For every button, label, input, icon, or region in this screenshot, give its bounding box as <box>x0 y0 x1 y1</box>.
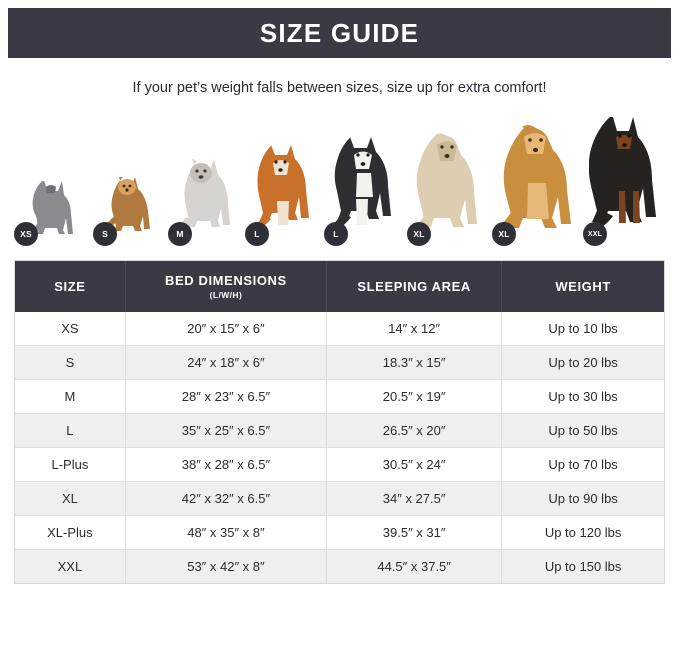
subtitle-text: If your pet’s weight falls between sizes, size up for extra comfort! <box>132 80 547 96</box>
pet-xl-lab <box>413 129 481 244</box>
badge-xs: XS <box>14 222 38 246</box>
cell-size: L-Plus <box>15 448 125 482</box>
column-header-weight <box>502 261 664 312</box>
cell-sleeping-area: 18.3″ x 15″ <box>327 346 502 380</box>
pet-xl-golden <box>498 121 572 244</box>
pet-xxl <box>589 117 659 244</box>
size-guide-page <box>0 8 679 649</box>
cell-weight: Up to 10 lbs <box>502 312 664 346</box>
cell-dimensions: 20″ x 15″ x 6″ <box>125 312 326 346</box>
table-row <box>15 380 664 414</box>
table-row <box>15 312 664 346</box>
cell-weight: Up to 120 lbs <box>502 516 664 550</box>
cell-weight: Up to 150 lbs <box>502 550 664 584</box>
badge-s: S <box>93 222 117 246</box>
cell-size: XXL <box>15 550 125 584</box>
cell-sleeping-area: 34″ x 27.5″ <box>327 482 502 516</box>
cell-dimensions: 35″ x 25″ x 6.5″ <box>125 414 326 448</box>
cell-size: XL <box>15 482 125 516</box>
pet-silhouettes-row <box>14 114 665 244</box>
badge-l: L <box>245 222 269 246</box>
column-header-size-label: SIZE <box>54 279 86 294</box>
table-row <box>15 516 664 550</box>
cell-size: XS <box>15 312 125 346</box>
badge-xl: XL <box>407 222 431 246</box>
cell-dimensions: 28″ x 23″ x 6.5″ <box>125 380 326 414</box>
pet-l-collie <box>330 133 396 244</box>
column-header-size <box>15 261 125 312</box>
column-header-sleeping-area-label: SLEEPING AREA <box>357 279 471 294</box>
cell-sleeping-area: 14″ x 12″ <box>327 312 502 346</box>
size-table-body <box>15 312 664 583</box>
page-title: SIZE GUIDE <box>259 17 420 48</box>
size-table-header <box>15 261 664 312</box>
cell-weight: Up to 30 lbs <box>502 380 664 414</box>
table-row <box>15 448 664 482</box>
column-header-bed-dimensions-sub: (L/W/H) <box>209 290 243 300</box>
table-header-row <box>15 261 664 312</box>
cell-sleeping-area: 26.5″ x 20″ <box>327 414 502 448</box>
badge-xxl: XXL <box>583 222 607 246</box>
pet-xs <box>20 167 82 244</box>
pet-l-shiba <box>251 139 313 244</box>
table-row <box>15 550 664 584</box>
cell-sleeping-area: 44.5″ x 37.5″ <box>327 550 502 584</box>
cell-weight: Up to 20 lbs <box>502 346 664 380</box>
header-banner <box>8 8 671 58</box>
table-row <box>15 414 664 448</box>
cell-size: L <box>15 414 125 448</box>
cell-weight: Up to 50 lbs <box>502 414 664 448</box>
cell-size: XL-Plus <box>15 516 125 550</box>
cell-dimensions: 53″ x 42″ x 8″ <box>125 550 326 584</box>
size-table <box>15 261 664 583</box>
cell-dimensions: 38″ x 28″ x 6.5″ <box>125 448 326 482</box>
pet-m <box>174 151 234 244</box>
size-table-container <box>14 260 665 584</box>
cell-sleeping-area: 30.5″ x 24″ <box>327 448 502 482</box>
cell-weight: Up to 90 lbs <box>502 482 664 516</box>
table-row <box>15 346 664 380</box>
column-header-bed-dimensions-label: BED DIMENSIONS <box>165 273 287 288</box>
column-header-sleeping-area <box>327 261 502 312</box>
cell-dimensions: 24″ x 18″ x 6″ <box>125 346 326 380</box>
column-header-bed-dimensions <box>125 261 326 312</box>
badge-l-collie: L <box>324 222 348 246</box>
pet-s <box>99 161 157 244</box>
column-header-weight-label: WEIGHT <box>555 279 611 294</box>
badge-m: M <box>168 222 192 246</box>
badge-xl-golden: XL <box>492 222 516 246</box>
cell-weight: Up to 70 lbs <box>502 448 664 482</box>
cell-dimensions: 48″ x 35″ x 8″ <box>125 516 326 550</box>
cell-sleeping-area: 39.5″ x 31″ <box>327 516 502 550</box>
table-row <box>15 482 664 516</box>
cell-dimensions: 42″ x 32″ x 6.5″ <box>125 482 326 516</box>
cell-size: S <box>15 346 125 380</box>
cell-sleeping-area: 20.5″ x 19″ <box>327 380 502 414</box>
cell-size: M <box>15 380 125 414</box>
